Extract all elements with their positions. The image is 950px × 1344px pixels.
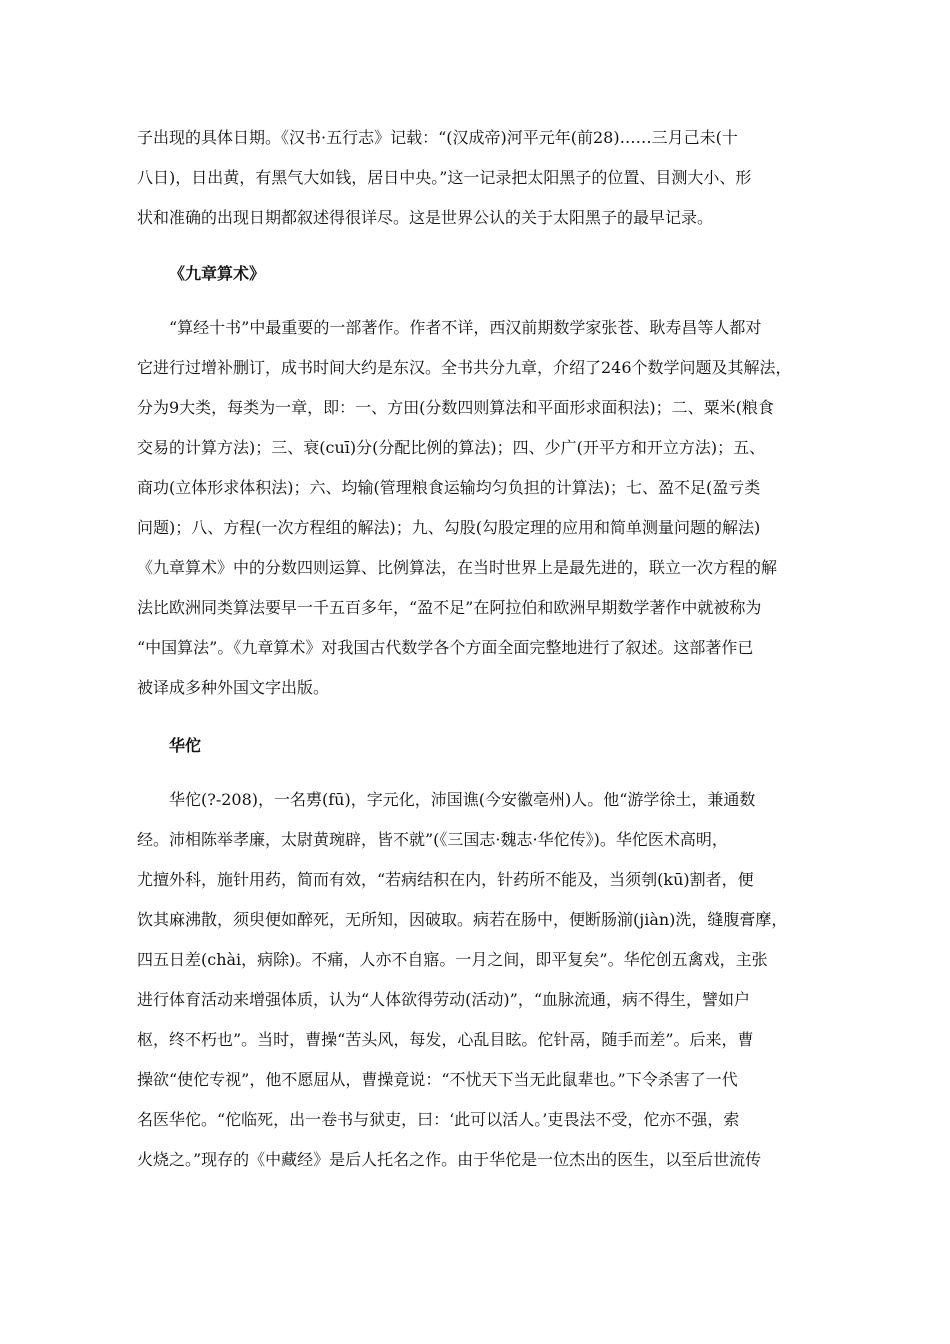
text-line: 八日)，日出黄，有黑气大如钱，居日中央。”这一记录把太阳黑子的位置、目测大小、形	[137, 168, 752, 187]
text-line: 法比欧洲同类算法要早一千五百多年，“盈不足”在阿拉伯和欧洲早期数学著作中就被称为	[137, 598, 762, 617]
text-line: 问题)；八、方程(一次方程组的解法)；九、勾股(勾股定理的应用和简单测量问题的解法)	[137, 518, 761, 537]
text-line: 尤擅外科，施针用药，简而有效，“若病结积在内，针药所不能及，当须刳(kū)割者，便	[137, 870, 754, 889]
text-line: 子出现的具体日期。《汉书·五行志》记载：“(汉成帝)河平元年(前28)……三月己未(十	[137, 128, 738, 147]
text-line: 名医华佗。“佗临死，出一卷书与狱吏，曰：‘此可以活人。’吏畏法不受，佗亦不强，索	[137, 1110, 740, 1129]
text-line: 分为9大类，每类为一章，即：一、方田(分数四则算法和平面形求面积法)；二、粟米(粮食	[137, 398, 774, 417]
text-line: 操欲“使佗专视”，他不愿屈从，曹操竟说：“不忧天下当无此鼠辈也。”下令杀害了一代	[137, 1070, 738, 1089]
text-line: 状和准确的出现日期都叙述得很详尽。这是世界公认的关于太阳黑子的最早记录。	[137, 208, 714, 227]
text-line: 华佗(?-208)，一名旉(fū)，字元化，沛国谯(今安徽亳州)人。他“游学徐土，兼通数	[169, 790, 756, 809]
text-line: 商功(立体形求体积法)；六、均输(管理粮食运输均匀负担的计算法)；七、盈不足(盈亏类	[137, 478, 761, 497]
section-heading-jiuzhang: 《九章算术》	[169, 264, 266, 283]
text-line: 四五日差(chài，病除)。不痛，人亦不自寤。一月之间，即平复矣”。华佗创五禽戏，主张	[137, 950, 768, 969]
text-line: 《九章算术》中的分数四则运算、比例算法，在当时世界上是最先进的，联立一次方程的解	[137, 558, 778, 577]
text-line: 饮其麻沸散，须臾便如醉死，无所知，因破取。病若在肠中，便断肠湔(jiàn)洗，缝腹膏摩，	[137, 910, 788, 929]
text-line: “中国算法”。《九章算术》对我国古代数学各个方面全面完整地进行了叙述。这部著作已	[137, 638, 754, 657]
text-line: 它进行过增补删订，成书时间大约是东汉。全书共分九章，介绍了246个数学问题及其解法，	[137, 358, 792, 377]
text-line: 进行体育活动来增强体质，认为“人体欲得劳动(活动)”，“血脉流通，病不得生，譬如户	[137, 990, 751, 1009]
text-line: 枢，终不朽也”。当时，曹操“苦头风，每发，心乱目眩。佗针鬲，随手而差”。后来，曹	[137, 1030, 754, 1049]
text-line: 经。沛相陈举孝廉，太尉黄琬辟，皆不就”(《三国志·魏志·华佗传》)。华佗医术高明，	[137, 830, 728, 849]
section-heading-huatuo: 华佗	[169, 736, 202, 755]
text-line: 被译成多种外国文字出版。	[137, 678, 330, 697]
text-line: “算经十书”中最重要的一部著作。作者不详，西汉前期数学家张苍、耿寿昌等人都对	[169, 318, 762, 337]
text-line: 火烧之。”现存的《中藏经》是后人托名之作。由于华佗是一位杰出的医生，以至后世流传	[137, 1150, 762, 1169]
text-line: 交易的计算方法)；三、衰(cuī)分(分配比例的算法)；四、少广(开平方和开立方法)；五、	[137, 438, 766, 457]
